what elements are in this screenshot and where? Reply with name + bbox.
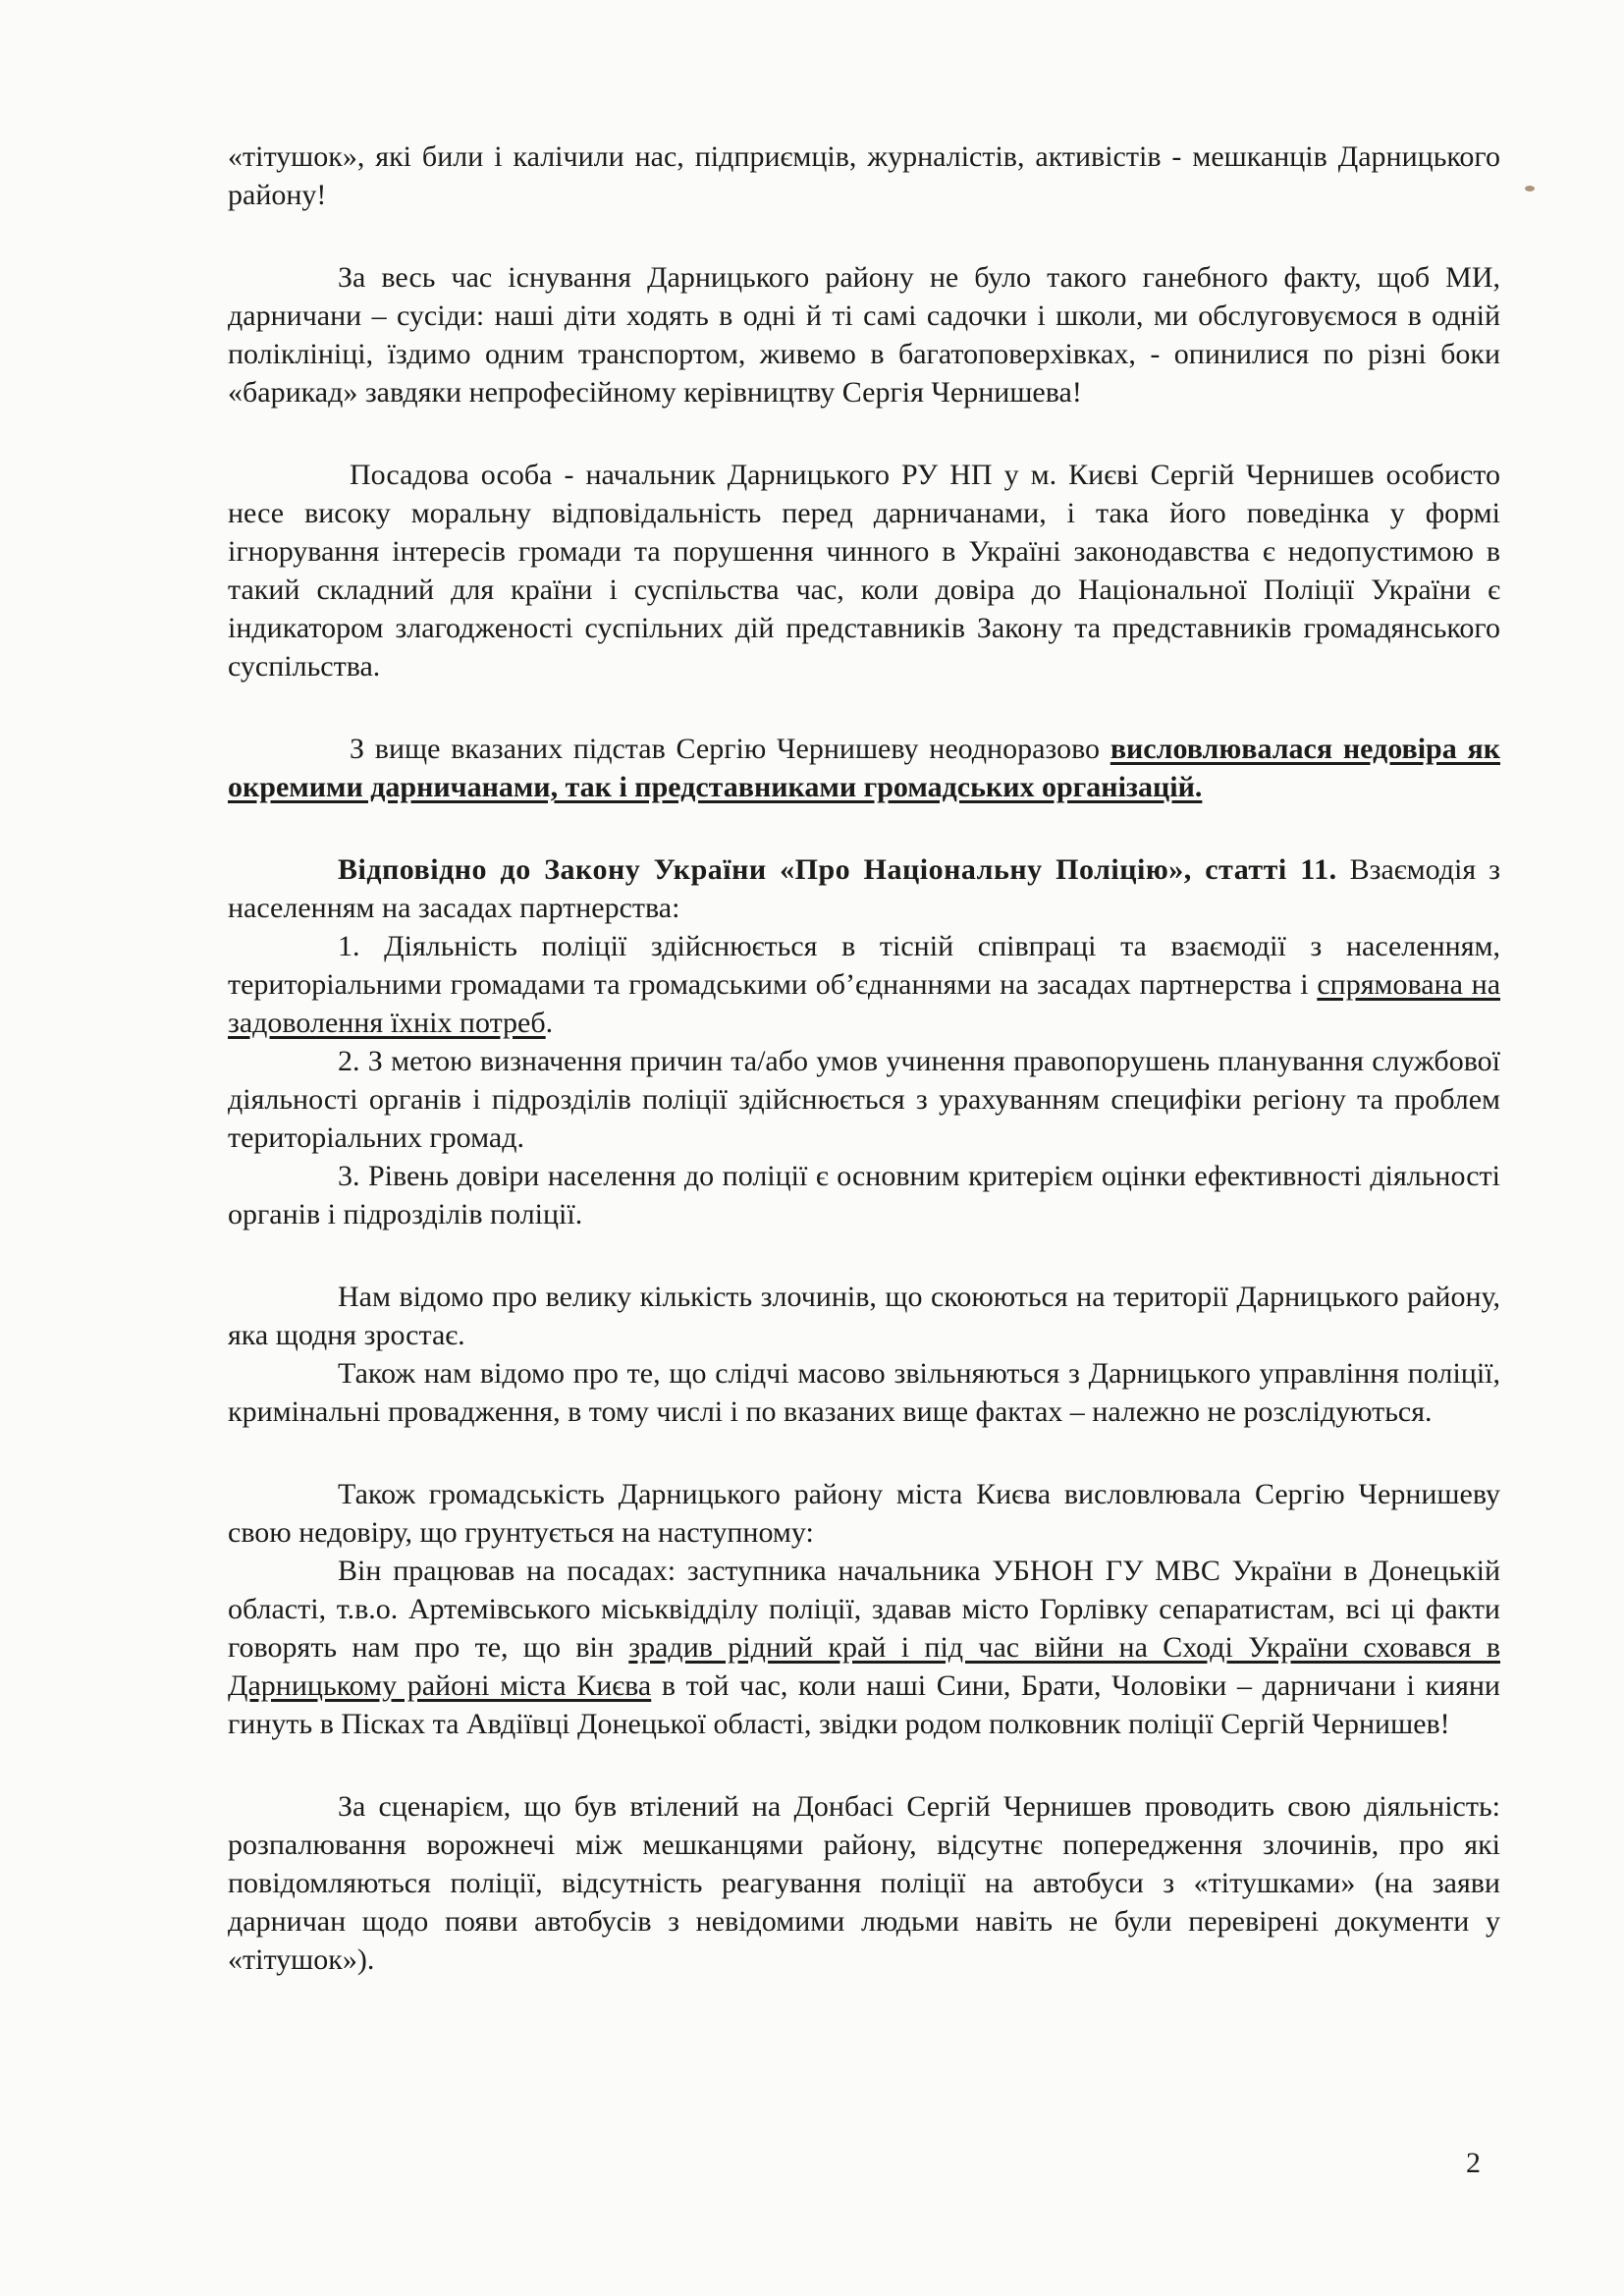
paragraph-public-distrust: Також громадськість Дарницького району міста Києва висловлювала Сергію Чернишеву свою недовіру, що грунтується на наступному:	[228, 1478, 1500, 1549]
document-body	[228, 137, 1500, 1979]
paragraph-career	[228, 1552, 1500, 1743]
distrust-emphasis: висловлювалася недовіра як окремими дарничанами, так і представниками громадських організацій.	[228, 733, 1500, 803]
paragraph-law-reference	[228, 850, 1500, 927]
law-item-1-end: .	[545, 1007, 554, 1039]
law-item-1	[228, 927, 1500, 1042]
law-title: Відповідно до Закону України «Про Національну Поліцію», статті 11.	[338, 853, 1337, 886]
law-item-1-text: 1. Діяльність поліції здійснюється в тісній співпраці та взаємодії з населенням, територіальними громадами та громадськими об’єднаннями на засадах партнерства і	[228, 930, 1500, 1001]
paragraph-investigators: Також нам відомо про те, що слідчі масово звільняються з Дарницького управління поліції, кримінальні провадження, в тому числі і по вказаних вище фактах – належно не розслідуються.	[228, 1357, 1500, 1428]
law-item-3: 3. Рівень довіри населення до поліції є основним критерієм оцінки ефективності діяльності органів і підрозділів поліції.	[228, 1160, 1500, 1230]
scan-speck	[1525, 186, 1535, 191]
career-end: в той час, коли наші Сини, Брати, Чоловіки – дарничани і кияни гинуть в Пісках та Авдіївці Донецької області, звідки родом полковник поліції Сергій Чернишев!	[228, 1669, 1500, 1740]
career-underlined: зрадив рідний край і під час війни на Сході України сховався в Дарницькому районі міста Києва	[228, 1631, 1500, 1702]
paragraph-responsibility: Посадова особа - начальник Дарницького РУ НП у м. Києві Сергій Чернишев особисто несе високу моральну відповідальність перед дарничанами, і така його поведінка у формі ігнорування інтересів громади та порушення чинного в Україні законодавства є недопустимою в такий складний для країни і суспільства час, коли довіра до Національної Поліції України є індикатором злагодженості суспільних дій представників Закону та представників громадянського суспільства.	[228, 459, 1500, 683]
distrust-text: З вище вказаних підстав Сергію Чернишеву неодноразово	[350, 733, 1110, 765]
paragraph-crimes: Нам відомо про велику кількість злочинів, що скоюються на території Дарницького району, яка щодня зростає.	[228, 1281, 1500, 1351]
page-number: 2	[1466, 2147, 1481, 2179]
law-article-text: Взаємодія з населенням на засадах партнерства:	[228, 853, 1501, 924]
paragraph-intro: «тітушок», які били і калічили нас, підприємців, журналістів, активістів - мешканців Дарницького району!	[228, 140, 1500, 211]
career-text: Він працював на посадах: заступника начальника УБНОН ГУ МВС України в Донецькій області, т.в.о. Артемівського міськвідділу поліції, здавав місто Горлівку сепаратистам, всі ці факти говорять нам про те, що він	[228, 1555, 1500, 1664]
paragraph-neighbors: За весь час існування Дарницького району не було такого ганебного факту, щоб МИ, дарничани – сусіди: наші діти ходять в одні й ті самі садочки і школи, ми обслуговуємося в одній поліклініці, їздимо одним транспортом, живемо в багатоповерхівках, - опинилися по різні боки «барикад» завдяки непрофесійному керівництву Сергія Чернишева!	[228, 261, 1500, 409]
law-item-2: 2. З метою визначення причин та/або умов учинення правопорушень планування службової діяльності органів і підрозділів поліції здійснюється з урахуванням специфіки регіону та проблем територіальних громад.	[228, 1045, 1500, 1154]
paragraph-scenario: За сценарієм, що був втілений на Донбасі Сергій Чернишев проводить свою діяльність: розпалювання ворожнечі між мешканцями району, відсутнє попередження злочинів, про які повідомляються поліції, відсутність реагування поліції на автобуси з «тітушками» (на заяви дарничан щодо появи автобусів з невідомими людьми навіть не були перевірені документи у «тітушок»).	[228, 1790, 1500, 1976]
paragraph-distrust	[228, 730, 1500, 806]
law-item-1-underlined: спрямована на задоволення їхніх потреб	[228, 968, 1501, 1039]
